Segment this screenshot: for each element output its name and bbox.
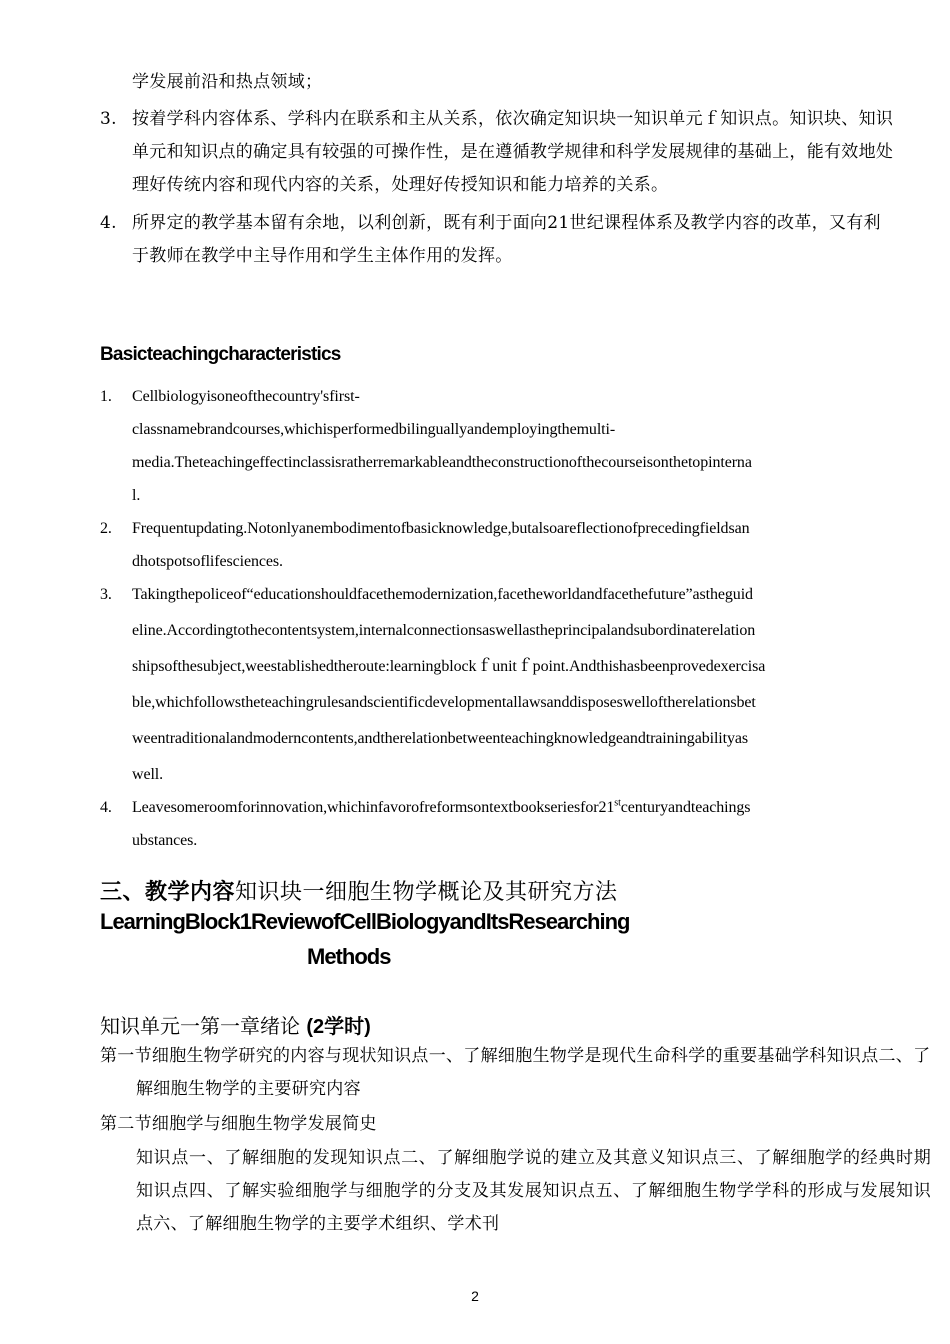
list-line: classnamebrandcourses,whichisperformedbilinguallyandemployingthemulti- [132,421,616,438]
list-line: ubstances. [132,832,198,849]
en-list [100,380,895,857]
cn-list-item-3 [100,103,895,202]
list-line: l. [132,487,141,504]
unit-title-text: 知识单元一第一章绪论 [100,1014,300,1038]
list-text-segment: centuryandteachings [620,799,751,816]
continuation-text: 学发展前沿和热点领域； [132,72,323,92]
section-heading [100,875,895,906]
list-number: 3. [100,109,117,129]
en-list-item-3 [100,578,895,791]
unit-hours: (2学时) [306,1016,371,1038]
continuation-line [100,66,927,99]
list-line: eline.Accordingtothecontentsystem,internalconnectionsaswellastheprincipalandsubordinaterelation [132,622,756,639]
list-line: weentraditionalandmoderncontents,andtherelationbetweenteachingknowledgeandtrainingabilityas [132,730,749,747]
list-item-text: 所界定的教学基本留有余地，以利创新，既有利于面向21世纪课程体系及教学内容的改革，又有利于教师在教学中主导作用和学生主体作用的发挥。 [132,213,881,266]
list-line: media.Theteachingeffectinclassisratherremarkableandtheconstructionofthecourseisonthetopinterna [132,454,752,471]
list-line: Takingthepoliceof“educationshouldfacethemodernization,facetheworldandfacethefuture”astheguid [132,586,753,603]
list-line [132,791,895,824]
en-list-item-4 [100,791,895,857]
list-line: Frequentupdating.Notonlyanembodimentofbasicknowledge,butalsoareflectionofprecedingfieldsan [132,520,750,537]
en-list-item-2 [100,512,895,578]
section-heading-en-line2: Methods [307,944,391,969]
list-text-segment: Leavesomeroomforinnovation,whichinfavorofreformsontextbookseriesfor21 [132,799,615,816]
list-item-text: 按着学科内容体系、学科内在联系和主从关系，依次确定知识块一知识单元ｆ知识点。知识块、知识单元和知识点的确定具有较强的可操作性，是在遵循教学规律和科学发展规律的基础上，能有效地处理好传统内容和现代内容的关系，处理好传授知识和能力培养的关系。 [132,109,894,195]
section-number-title: 三、教学内容 [100,879,236,905]
section-1-paragraph: 第一节细胞生物学研究的内容与现状知识点一、了解细胞生物学是现代生命科学的重要基础学科知识点二、了解细胞生物学的主要研究内容 [100,1046,931,1099]
characteristics-heading: Basicteachingcharacteristics [100,344,341,365]
section-2-title: 第二节细胞学与细胞生物学发展简史 [100,1114,377,1134]
list-number: 1. [100,388,112,405]
unit-title [100,1010,895,1039]
superscript: st [614,797,621,809]
section-2-body: 知识点一、了解细胞的发现知识点二、了解细胞学说的建立及其意义知识点三、了解细胞学的经典时期知识点四、了解实验细胞学与细胞学的分支及其发展知识点五、了解细胞生物学学科的形成与发展知识点六、了解细胞生物学的主要学术组织、学术刊 [136,1148,931,1234]
list-line: dhotspotsoflifesciences. [132,553,283,570]
list-number: 4. [100,799,112,816]
cn-list [100,103,895,273]
list-line: shipsofthesubject,weestablishedtheroute:learningblockｆunitｆpoint.Andthishasbeenprovedexercisa [132,658,766,675]
list-number: 3. [100,586,112,603]
section-heading-en-line1: LearningBlock1ReviewofCellBiologyandItsResearching [100,909,630,934]
list-line: ble,whichfollowstheteachingrulesandscientificdevelopmentallawsanddisposeswelloftherelationsbet [132,694,756,711]
list-line: well. [132,766,164,783]
list-line: Cellbiologyisoneofthecountry'sfirst- [132,388,360,405]
en-list-item-1 [100,380,895,512]
list-number: 2. [100,520,112,537]
cn-list-item-4 [100,207,895,273]
list-number: 4. [100,213,117,233]
section-block-title: 知识块一细胞生物学概论及其研究方法 [235,880,618,905]
page-number: 2 [471,1288,479,1304]
